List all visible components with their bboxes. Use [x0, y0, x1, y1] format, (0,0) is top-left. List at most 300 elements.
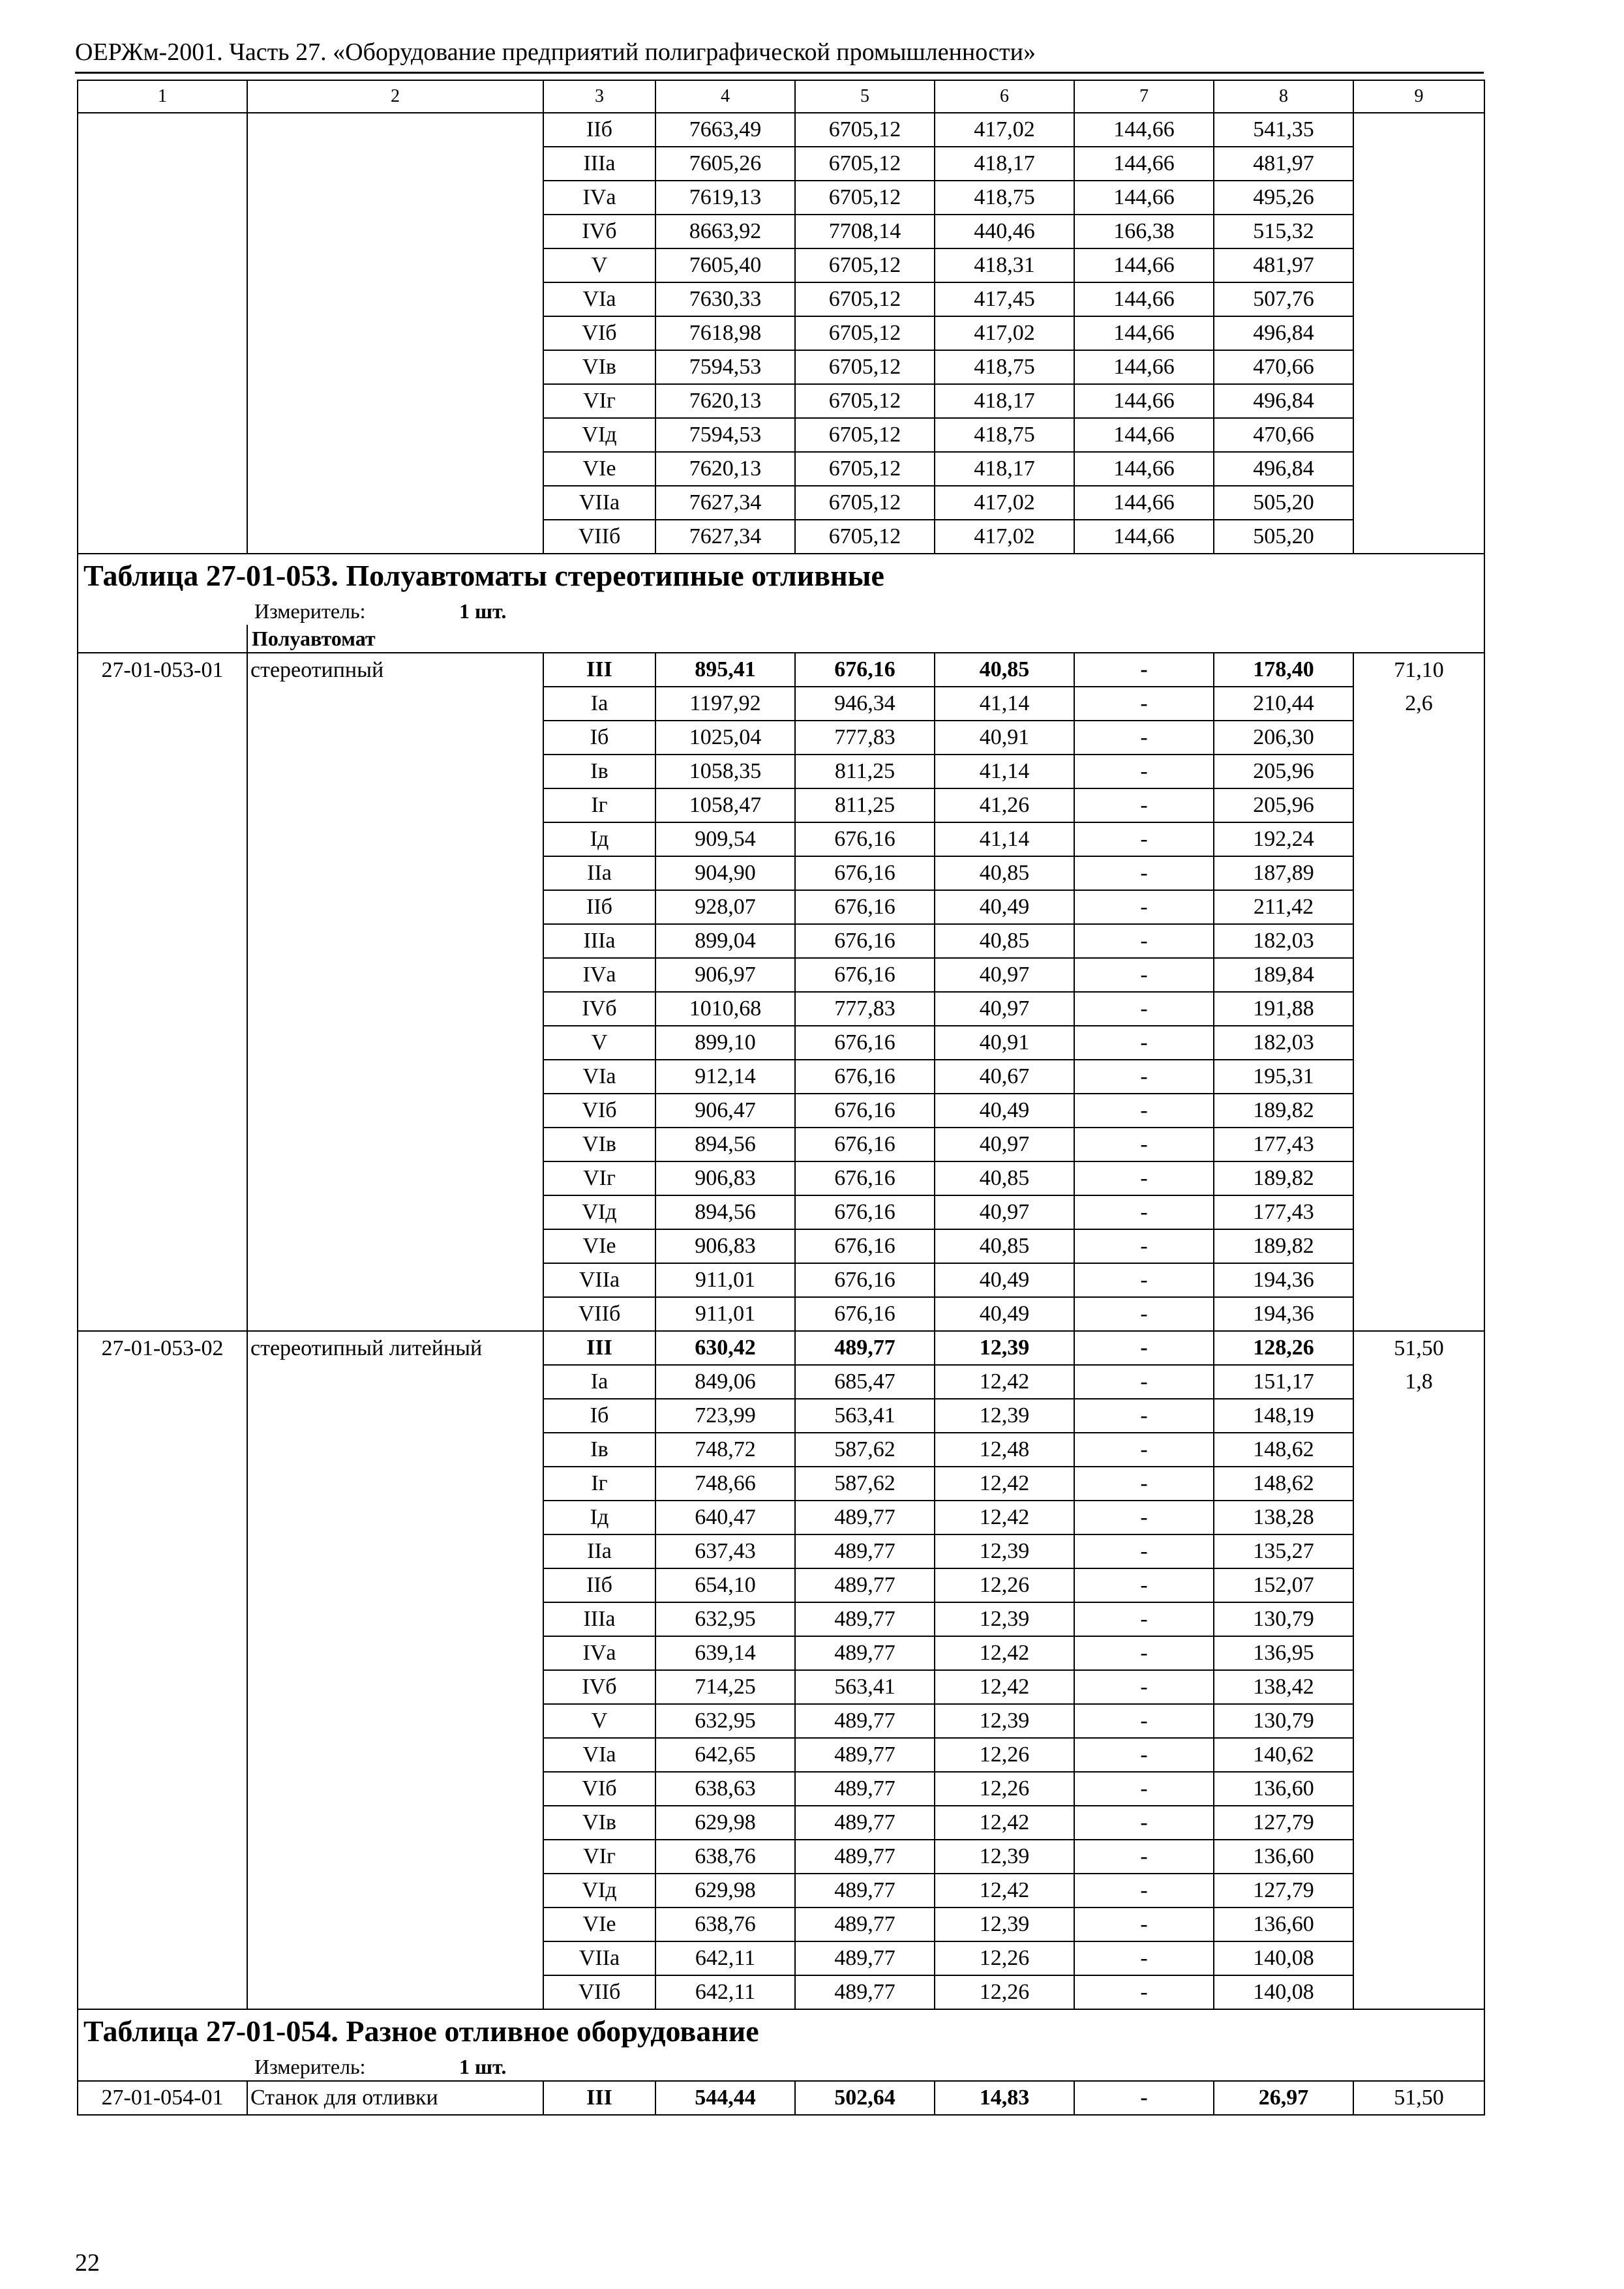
- value-cell: 40,97: [935, 992, 1074, 1026]
- workers-cell: [1353, 992, 1484, 1026]
- code-cell: [78, 1297, 247, 1331]
- table-row: [78, 721, 1484, 755]
- value-cell: 40,97: [935, 1128, 1074, 1161]
- value-cell: 496,84: [1214, 384, 1353, 418]
- value-cell: 40,49: [935, 1094, 1074, 1128]
- page-number: 22: [75, 2249, 100, 2277]
- table-row: [78, 113, 1484, 147]
- value-cell: 128,26: [1214, 1331, 1353, 1365]
- name-cell: [247, 924, 543, 958]
- value-cell: 714,25: [655, 1670, 795, 1704]
- value-cell: 138,28: [1214, 1501, 1353, 1534]
- table-row: [78, 248, 1484, 282]
- value-cell: 7605,40: [655, 248, 795, 282]
- value-cell: -: [1074, 1467, 1214, 1501]
- value-cell: Iа: [543, 1365, 655, 1399]
- value-cell: 505,20: [1214, 520, 1353, 554]
- value-cell: -: [1074, 721, 1214, 755]
- table-row: [78, 1941, 1484, 1975]
- column-number: 2: [247, 80, 543, 113]
- value-cell: 639,14: [655, 1636, 795, 1670]
- value-cell: 7605,26: [655, 147, 795, 181]
- value-cell: 40,49: [935, 1297, 1074, 1331]
- workers-cell: [1353, 958, 1484, 992]
- value-cell: 489,77: [795, 1908, 935, 1941]
- name-cell: [247, 1975, 543, 2009]
- value-cell: 138,42: [1214, 1670, 1353, 1704]
- value-cell: -: [1074, 1941, 1214, 1975]
- meter-value: 1 шт.: [459, 599, 507, 623]
- name-cell: [247, 350, 543, 384]
- workers-cell: [1353, 755, 1484, 788]
- value-cell: -: [1074, 924, 1214, 958]
- value-cell: 6705,12: [795, 520, 935, 554]
- workers-cell: [1353, 452, 1484, 486]
- workers-cell: 1,8: [1353, 1365, 1484, 1399]
- workers-cell: [1353, 520, 1484, 554]
- value-cell: 587,62: [795, 1433, 935, 1467]
- value-cell: V: [543, 1704, 655, 1738]
- table-row: [78, 1297, 1484, 1331]
- value-cell: 489,77: [795, 1806, 935, 1840]
- value-cell: -: [1074, 1195, 1214, 1229]
- value-cell: -: [1074, 1501, 1214, 1534]
- value-cell: 6705,12: [795, 147, 935, 181]
- name-cell: [247, 1094, 543, 1128]
- value-cell: 654,10: [655, 1568, 795, 1602]
- value-cell: 194,36: [1214, 1297, 1353, 1331]
- value-cell: 563,41: [795, 1399, 935, 1433]
- value-cell: 417,02: [935, 520, 1074, 554]
- value-cell: 144,66: [1074, 248, 1214, 282]
- value-cell: 12,39: [935, 1534, 1074, 1568]
- code-cell: [78, 1060, 247, 1094]
- value-cell: IIа: [543, 1534, 655, 1568]
- name-cell: [247, 1195, 543, 1229]
- value-cell: 418,17: [935, 384, 1074, 418]
- value-cell: 638,63: [655, 1772, 795, 1806]
- value-cell: VIе: [543, 1908, 655, 1941]
- value-cell: IIIа: [543, 147, 655, 181]
- value-cell: 495,26: [1214, 181, 1353, 215]
- value-cell: 12,42: [935, 1874, 1074, 1908]
- value-cell: IIб: [543, 113, 655, 147]
- value-cell: 148,62: [1214, 1433, 1353, 1467]
- meter-row: [78, 2053, 1484, 2081]
- value-cell: 489,77: [795, 1568, 935, 1602]
- workers-cell: [1353, 350, 1484, 384]
- value-cell: 144,66: [1074, 147, 1214, 181]
- value-cell: 489,77: [795, 1975, 935, 2009]
- table-row: [78, 1128, 1484, 1161]
- value-cell: VIд: [543, 1195, 655, 1229]
- value-cell: 12,26: [935, 1941, 1074, 1975]
- value-cell: 906,47: [655, 1094, 795, 1128]
- value-cell: 148,19: [1214, 1399, 1353, 1433]
- workers-cell: [1353, 924, 1484, 958]
- value-cell: -: [1074, 1399, 1214, 1433]
- value-cell: IVа: [543, 181, 655, 215]
- value-cell: 811,25: [795, 755, 935, 788]
- value-cell: 12,39: [935, 1399, 1074, 1433]
- value-cell: 12,42: [935, 1806, 1074, 1840]
- value-cell: -: [1074, 856, 1214, 890]
- value-cell: -: [1074, 1263, 1214, 1297]
- table-title-row: [78, 2009, 1484, 2053]
- table-row: [78, 1263, 1484, 1297]
- value-cell: 1058,47: [655, 788, 795, 822]
- code-cell: [78, 350, 247, 384]
- value-cell: 12,39: [935, 1840, 1074, 1874]
- value-cell: 12,42: [935, 1501, 1074, 1534]
- value-cell: 144,66: [1074, 452, 1214, 486]
- value-cell: 676,16: [795, 1094, 935, 1128]
- name-cell: [247, 1772, 543, 1806]
- value-cell: -: [1074, 653, 1214, 687]
- value-cell: 6705,12: [795, 316, 935, 350]
- value-cell: 515,32: [1214, 215, 1353, 248]
- code-cell: [78, 1534, 247, 1568]
- value-cell: 676,16: [795, 1297, 935, 1331]
- value-cell: 12,26: [935, 1738, 1074, 1772]
- table-row: [78, 1365, 1484, 1399]
- name-cell: [247, 486, 543, 520]
- table-row: [78, 316, 1484, 350]
- table-row: [78, 1534, 1484, 1568]
- value-cell: 676,16: [795, 856, 935, 890]
- value-cell: 178,40: [1214, 653, 1353, 687]
- value-cell: -: [1074, 1806, 1214, 1840]
- workers-cell: [1353, 1229, 1484, 1263]
- value-cell: 676,16: [795, 1263, 935, 1297]
- value-cell: -: [1074, 1433, 1214, 1467]
- code-cell: [78, 721, 247, 755]
- meter-label: Измеритель:: [254, 599, 366, 623]
- value-cell: 144,66: [1074, 181, 1214, 215]
- value-cell: 909,54: [655, 822, 795, 856]
- name-cell: [247, 788, 543, 822]
- value-cell: 6705,12: [795, 282, 935, 316]
- value-cell: 637,43: [655, 1534, 795, 1568]
- value-cell: 418,75: [935, 418, 1074, 452]
- table-row: [78, 1908, 1484, 1941]
- name-cell: [247, 1840, 543, 1874]
- table-row: [78, 1704, 1484, 1738]
- value-cell: 144,66: [1074, 282, 1214, 316]
- value-cell: -: [1074, 1840, 1214, 1874]
- value-cell: 642,65: [655, 1738, 795, 1772]
- value-cell: 505,20: [1214, 486, 1353, 520]
- value-cell: 676,16: [795, 1195, 935, 1229]
- workers-cell: [1353, 721, 1484, 755]
- value-cell: 911,01: [655, 1297, 795, 1331]
- code-cell: [78, 1467, 247, 1501]
- value-cell: 6705,12: [795, 181, 935, 215]
- value-cell: IVб: [543, 1670, 655, 1704]
- value-cell: 130,79: [1214, 1602, 1353, 1636]
- value-cell: 489,77: [795, 1534, 935, 1568]
- value-cell: VIв: [543, 1128, 655, 1161]
- code-cell: [78, 856, 247, 890]
- table-row: [78, 1602, 1484, 1636]
- value-cell: 502,64: [795, 2081, 935, 2115]
- value-cell: 470,66: [1214, 418, 1353, 452]
- value-cell: 14,83: [935, 2081, 1074, 2115]
- table-row: [78, 452, 1484, 486]
- value-cell: -: [1074, 1060, 1214, 1094]
- code-cell: [78, 1806, 247, 1840]
- value-cell: -: [1074, 1670, 1214, 1704]
- name-cell: стереотипный: [247, 653, 543, 687]
- name-cell: [247, 384, 543, 418]
- workers-cell: [1353, 1670, 1484, 1704]
- name-cell: [247, 1399, 543, 1433]
- code-cell: [78, 958, 247, 992]
- value-cell: 189,82: [1214, 1161, 1353, 1195]
- value-cell: 541,35: [1214, 113, 1353, 147]
- value-cell: 152,07: [1214, 1568, 1353, 1602]
- name-cell: [247, 755, 543, 788]
- value-cell: III: [543, 2081, 655, 2115]
- value-cell: 7663,49: [655, 113, 795, 147]
- value-cell: -: [1074, 1704, 1214, 1738]
- value-cell: Iв: [543, 755, 655, 788]
- name-cell: стереотипный литейный: [247, 1331, 543, 1365]
- price-table: [77, 80, 1485, 2116]
- code-cell: [78, 687, 247, 721]
- value-cell: IVа: [543, 958, 655, 992]
- value-cell: -: [1074, 1161, 1214, 1195]
- name-cell: [247, 1670, 543, 1704]
- value-cell: 40,67: [935, 1060, 1074, 1094]
- value-cell: 12,26: [935, 1772, 1074, 1806]
- value-cell: VIIа: [543, 1941, 655, 1975]
- table-row: [78, 1060, 1484, 1094]
- table-row: [78, 1874, 1484, 1908]
- workers-cell: [1353, 147, 1484, 181]
- value-cell: 417,02: [935, 113, 1074, 147]
- value-cell: IVа: [543, 1636, 655, 1670]
- value-cell: 187,89: [1214, 856, 1353, 890]
- workers-cell: [1353, 486, 1484, 520]
- value-cell: IVб: [543, 215, 655, 248]
- value-cell: 6705,12: [795, 350, 935, 384]
- name-cell: [247, 1467, 543, 1501]
- code-cell: [78, 1840, 247, 1874]
- code-cell: [78, 788, 247, 822]
- value-cell: 144,66: [1074, 486, 1214, 520]
- name-cell: [247, 1060, 543, 1094]
- code-cell: [78, 1433, 247, 1467]
- value-cell: 906,83: [655, 1229, 795, 1263]
- value-cell: 206,30: [1214, 721, 1353, 755]
- value-cell: 41,14: [935, 687, 1074, 721]
- name-cell: [247, 1128, 543, 1161]
- value-cell: 676,16: [795, 1026, 935, 1060]
- page-header: ОЕРЖм-2001. Часть 27. «Оборудование предприятий полиграфической промышленности»: [75, 38, 1036, 66]
- code-cell: 27-01-053-02: [78, 1331, 247, 1365]
- value-cell: 192,24: [1214, 822, 1353, 856]
- table-row: [78, 1772, 1484, 1806]
- name-cell: Станок для отливки: [247, 2081, 543, 2115]
- value-cell: 12,39: [935, 1908, 1074, 1941]
- table-row: [78, 1161, 1484, 1195]
- value-cell: 489,77: [795, 1704, 935, 1738]
- value-cell: 136,60: [1214, 1772, 1353, 1806]
- meter: [78, 2053, 1484, 2081]
- value-cell: 7620,13: [655, 452, 795, 486]
- code-cell: [78, 181, 247, 215]
- name-cell: [247, 721, 543, 755]
- value-cell: 748,72: [655, 1433, 795, 1467]
- value-cell: Iв: [543, 1433, 655, 1467]
- name-cell: [247, 181, 543, 215]
- value-cell: -: [1074, 1365, 1214, 1399]
- value-cell: -: [1074, 1128, 1214, 1161]
- value-cell: 1197,92: [655, 687, 795, 721]
- value-cell: 6705,12: [795, 452, 935, 486]
- value-cell: 417,02: [935, 486, 1074, 520]
- value-cell: 144,66: [1074, 113, 1214, 147]
- name-cell: [247, 1433, 543, 1467]
- code-cell: [78, 1195, 247, 1229]
- table-row: [78, 2081, 1484, 2115]
- code-cell: [78, 1975, 247, 2009]
- value-cell: 6705,12: [795, 248, 935, 282]
- workers-cell: [1353, 1026, 1484, 1060]
- workers-cell: 71,10: [1353, 653, 1484, 687]
- workers-cell: [1353, 1602, 1484, 1636]
- code-cell: [78, 1602, 247, 1636]
- table-row: [78, 1433, 1484, 1467]
- name-cell: [247, 113, 543, 147]
- table-row: [78, 822, 1484, 856]
- value-cell: 470,66: [1214, 350, 1353, 384]
- value-cell: 6705,12: [795, 113, 935, 147]
- value-cell: 911,01: [655, 1263, 795, 1297]
- value-cell: 676,16: [795, 1060, 935, 1094]
- table-row: [78, 1840, 1484, 1874]
- value-cell: IIIа: [543, 924, 655, 958]
- value-cell: IIб: [543, 1568, 655, 1602]
- value-cell: -: [1074, 1908, 1214, 1941]
- value-cell: 418,75: [935, 181, 1074, 215]
- code-cell: [78, 486, 247, 520]
- table-row: [78, 1094, 1484, 1128]
- table-row: [78, 282, 1484, 316]
- column-number: 7: [1074, 80, 1214, 113]
- value-cell: 130,79: [1214, 1704, 1353, 1738]
- value-cell: VIд: [543, 418, 655, 452]
- table-row: [78, 755, 1484, 788]
- column-number: 9: [1353, 80, 1484, 113]
- value-cell: 676,16: [795, 1229, 935, 1263]
- value-cell: 189,82: [1214, 1229, 1353, 1263]
- table-title: Таблица 27-01-053. Полуавтоматы стереотипные отливные: [78, 554, 1484, 597]
- value-cell: VIа: [543, 1060, 655, 1094]
- value-cell: 166,38: [1074, 215, 1214, 248]
- value-cell: 40,85: [935, 856, 1074, 890]
- code-cell: [78, 992, 247, 1026]
- value-cell: 127,79: [1214, 1874, 1353, 1908]
- column-number: 8: [1214, 80, 1353, 113]
- workers-cell: [1353, 215, 1484, 248]
- workers-cell: 51,50: [1353, 1331, 1484, 1365]
- value-cell: -: [1074, 788, 1214, 822]
- name-cell: [247, 418, 543, 452]
- value-cell: 629,98: [655, 1806, 795, 1840]
- value-cell: VIв: [543, 350, 655, 384]
- value-cell: 489,77: [795, 1941, 935, 1975]
- value-cell: -: [1074, 755, 1214, 788]
- value-cell: 6705,12: [795, 384, 935, 418]
- code-cell: [78, 625, 247, 653]
- table-row: [78, 215, 1484, 248]
- value-cell: 135,27: [1214, 1534, 1353, 1568]
- value-cell: V: [543, 1026, 655, 1060]
- code-cell: [78, 1568, 247, 1602]
- name-cell: [247, 316, 543, 350]
- table-title-row: [78, 554, 1484, 597]
- table-row: [78, 1467, 1484, 1501]
- value-cell: 894,56: [655, 1128, 795, 1161]
- value-cell: VIа: [543, 1738, 655, 1772]
- value-cell: 40,97: [935, 1195, 1074, 1229]
- subheading-row: [78, 625, 1484, 653]
- column-number: 5: [795, 80, 935, 113]
- table-row: [78, 856, 1484, 890]
- value-cell: 417,45: [935, 282, 1074, 316]
- value-cell: VIIа: [543, 486, 655, 520]
- name-cell: [247, 1263, 543, 1297]
- name-cell: [247, 1026, 543, 1060]
- value-cell: 7627,34: [655, 486, 795, 520]
- value-cell: 195,31: [1214, 1060, 1353, 1094]
- code-cell: [78, 1399, 247, 1433]
- value-cell: 912,14: [655, 1060, 795, 1094]
- value-cell: VIг: [543, 1161, 655, 1195]
- value-cell: 946,34: [795, 687, 935, 721]
- workers-cell: [1353, 418, 1484, 452]
- workers-cell: [1353, 1908, 1484, 1941]
- table-row: [78, 147, 1484, 181]
- value-cell: 41,26: [935, 788, 1074, 822]
- code-cell: [78, 418, 247, 452]
- subheading: Полуавтомат: [247, 625, 1484, 653]
- value-cell: 507,76: [1214, 282, 1353, 316]
- value-cell: -: [1074, 1568, 1214, 1602]
- value-cell: -: [1074, 1636, 1214, 1670]
- value-cell: -: [1074, 1975, 1214, 2009]
- table-row: [78, 1670, 1484, 1704]
- value-cell: 489,77: [795, 1738, 935, 1772]
- code-cell: [78, 1772, 247, 1806]
- value-cell: 849,06: [655, 1365, 795, 1399]
- value-cell: 140,08: [1214, 1941, 1353, 1975]
- value-cell: 7594,53: [655, 418, 795, 452]
- value-cell: 489,77: [795, 1840, 935, 1874]
- column-number: 6: [935, 80, 1074, 113]
- table-row: [78, 1229, 1484, 1263]
- table-row: [78, 1975, 1484, 2009]
- value-cell: Iд: [543, 822, 655, 856]
- table-row: [78, 1331, 1484, 1365]
- value-cell: 481,97: [1214, 147, 1353, 181]
- table-row: [78, 1501, 1484, 1534]
- code-cell: [78, 1941, 247, 1975]
- value-cell: VIIа: [543, 1263, 655, 1297]
- workers-cell: [1353, 1195, 1484, 1229]
